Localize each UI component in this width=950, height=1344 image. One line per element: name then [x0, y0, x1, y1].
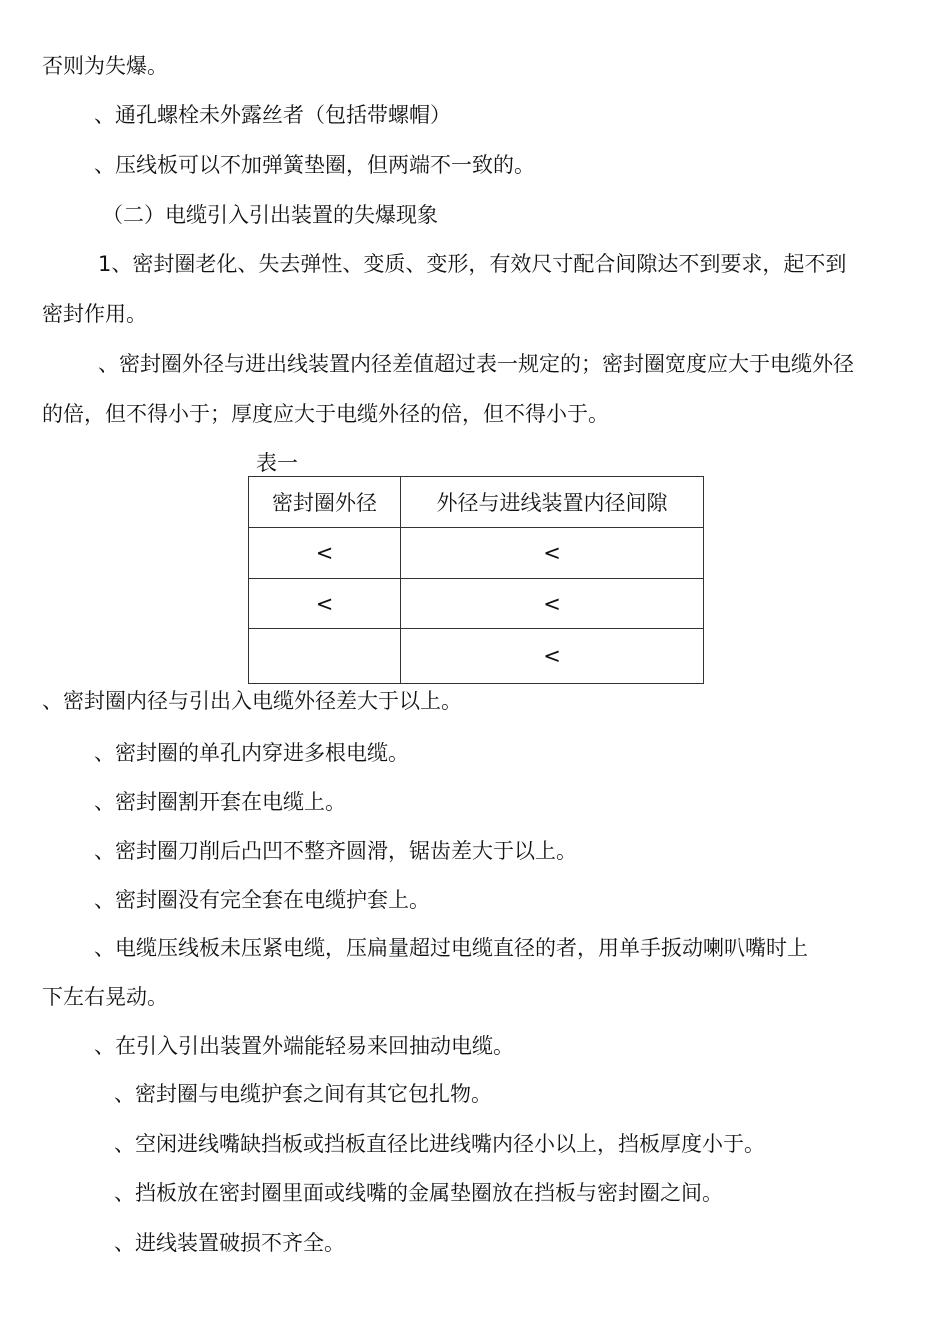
- table-header-cell: 密封圈外径: [249, 477, 401, 528]
- paragraph-wrapping: 、密封圈与电缆护套之间有其它包扎物。: [114, 1082, 492, 1106]
- paragraph-through-bolt: 、通孔螺栓未外露丝者（包括带螺帽）: [94, 103, 451, 127]
- paragraph-seal-not-covering: 、密封圈没有完全套在电缆护套上。: [94, 888, 430, 912]
- paragraph-inner-diameter: 、密封圈内径与引出入电缆外径差大于以上。: [42, 689, 462, 713]
- table-header-row: [249, 477, 704, 528]
- paragraph-plate-loose-cont: 下左右晃动。: [42, 985, 168, 1009]
- paragraph-seal-diameter: 、密封圈外径与进出线装置内径差值超过表一规定的；密封圈宽度应大于电缆外径: [98, 352, 854, 376]
- paragraph-blank-plate: 、空闲进线嘴缺挡板或挡板直径比进线嘴内径小以上，挡板厚度小于。: [114, 1132, 765, 1156]
- table-cell: <: [401, 579, 704, 629]
- section-heading-cable-entry: （二）电缆引入引出装置的失爆现象: [102, 203, 438, 227]
- paragraph-seal-aging: 1、密封圈老化、失去弹性、变质、变形，有效尺寸配合间隙达不到要求，起不到: [98, 252, 847, 276]
- table-row: [249, 579, 704, 629]
- paragraph-damaged-entry: 、进线装置破损不齐全。: [114, 1231, 345, 1255]
- table-cell: [249, 629, 401, 684]
- table-header-cell: 外径与进线装置内径间隙: [401, 477, 704, 528]
- paragraph-seal-cut: 、密封圈割开套在电缆上。: [94, 790, 346, 814]
- table-cell: <: [401, 528, 704, 579]
- table-cell: <: [249, 579, 401, 629]
- paragraph-seal-aging-cont: 密封作用。: [42, 302, 147, 326]
- paragraph-plate-position: 、挡板放在密封圈里面或线嘴的金属垫圈放在挡板与密封圈之间。: [114, 1181, 723, 1205]
- table-row: [249, 629, 704, 684]
- paragraph-continuation: 否则为失爆。: [42, 54, 168, 78]
- table-row: [249, 528, 704, 579]
- table-cell: <: [401, 629, 704, 684]
- paragraph-seal-uneven: 、密封圈刀削后凸凹不整齐圆滑，锯齿差大于以上。: [94, 839, 577, 863]
- paragraph-seal-diameter-cont: 的倍，但不得小于；厚度应大于电缆外径的倍，但不得小于。: [42, 402, 609, 426]
- paragraph-cable-pull: 、在引入引出装置外端能轻易来回抽动电缆。: [94, 1034, 514, 1058]
- seal-gap-table: [248, 476, 704, 684]
- paragraph-multiple-cables: 、密封圈的单孔内穿进多根电缆。: [94, 741, 409, 765]
- table-caption: 表一: [256, 451, 298, 475]
- table-cell: <: [249, 528, 401, 579]
- paragraph-pressure-plate: 、压线板可以不加弹簧垫圈，但两端不一致的。: [94, 153, 535, 177]
- paragraph-plate-loose: 、电缆压线板未压紧电缆，压扁量超过电缆直径的者，用单手扳动喇叭嘴时上: [94, 936, 808, 960]
